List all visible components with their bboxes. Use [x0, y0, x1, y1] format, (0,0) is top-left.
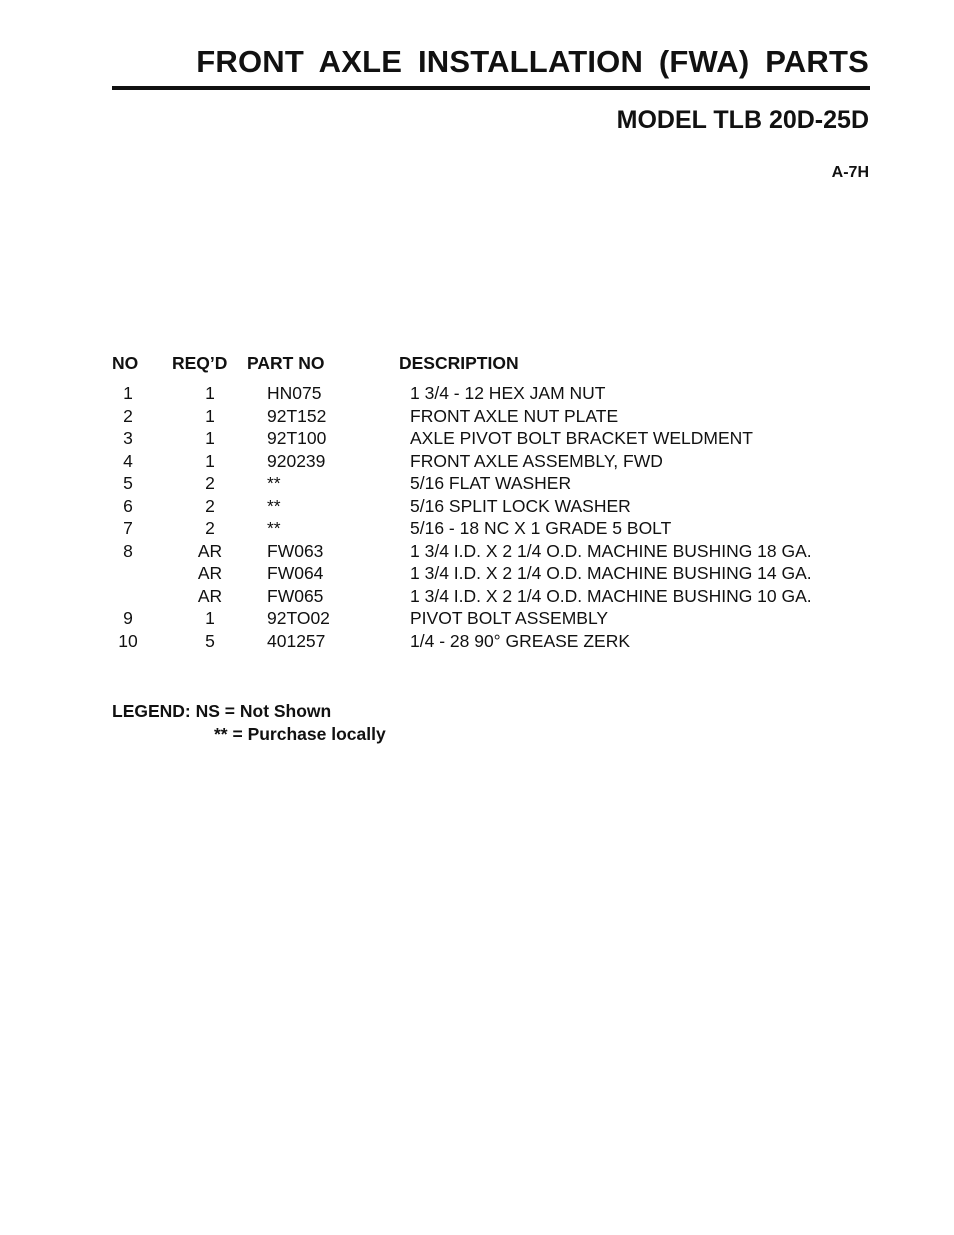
column-header-reqd: REQ’D: [172, 353, 228, 373]
quantity-required: AR: [197, 563, 223, 583]
legend: [112, 700, 386, 746]
table-header-row: [0, 352, 954, 382]
part-number-index: 9: [123, 608, 133, 628]
part-description: 5/16 SPLIT LOCK WASHER: [410, 495, 631, 516]
part-description: AXLE PIVOT BOLT BRACKET WELDMENT: [410, 428, 753, 448]
parts-table: [0, 352, 954, 652]
table-row: [0, 382, 954, 405]
part-number: 92T100: [267, 428, 327, 448]
quantity-required: AR: [197, 585, 223, 606]
part-number: **: [267, 473, 281, 493]
part-number: 920239: [267, 450, 326, 471]
table-row: [0, 562, 954, 585]
part-number: FW065: [267, 585, 324, 606]
quantity-required: 1: [205, 608, 215, 628]
part-description: 1 3/4 I.D. X 2 1/4 O.D. MACHINE BUSHING 18 GA.: [410, 540, 812, 561]
table-row: [0, 450, 954, 473]
column-header-no: NO: [112, 353, 139, 373]
table-row: [0, 427, 954, 450]
part-description: 1/4 - 28 90° GREASE ZERK: [410, 630, 631, 651]
part-number-index: 8: [123, 540, 133, 561]
part-number-index: 1: [123, 383, 133, 403]
table-row: [0, 472, 954, 495]
quantity-required: 1: [205, 383, 215, 403]
part-number-index: 10: [118, 630, 138, 651]
table-row: [0, 517, 954, 540]
quantity-required: 2: [205, 518, 215, 538]
table-row: [0, 495, 954, 518]
part-number-index: 3: [123, 428, 133, 448]
column-header-description: DESCRIPTION: [399, 353, 519, 373]
part-description: 5/16 - 18 NC X 1 GRADE 5 BOLT: [410, 518, 672, 538]
table-body: [0, 382, 954, 652]
part-number: HN075: [267, 383, 322, 403]
part-description: PIVOT BOLT ASSEMBLY: [410, 608, 609, 628]
part-number: **: [267, 518, 281, 538]
part-number-index: 2: [123, 405, 133, 426]
part-number-index: 7: [123, 518, 133, 538]
quantity-required: 1: [205, 428, 215, 448]
part-number-index: 5: [123, 473, 133, 493]
title-underline: [112, 86, 870, 90]
page-code: A-7H: [831, 164, 869, 181]
part-description: 1 3/4 I.D. X 2 1/4 O.D. MACHINE BUSHING 10 GA.: [410, 585, 812, 606]
model-subtitle: MODEL TLB 20D-25D: [616, 106, 869, 134]
quantity-required: 2: [205, 495, 215, 516]
table-row: [0, 540, 954, 563]
part-description: FRONT AXLE ASSEMBLY, FWD: [410, 450, 663, 471]
quantity-required: 1: [205, 450, 215, 471]
legend-not-shown: LEGEND: NS = Not Shown: [112, 701, 332, 721]
quantity-required: 5: [205, 630, 215, 651]
part-description: FRONT AXLE NUT PLATE: [410, 405, 619, 426]
part-number-index: 6: [123, 495, 133, 516]
table-row: [0, 607, 954, 630]
table-row: [0, 585, 954, 608]
quantity-required: 2: [205, 473, 215, 493]
page-title: FRONT AXLE INSTALLATION (FWA) PARTS: [196, 44, 869, 79]
part-number: 401257: [267, 630, 326, 651]
quantity-required: AR: [197, 540, 223, 561]
part-number: **: [267, 495, 281, 516]
table-row: [0, 630, 954, 653]
part-number: 92T152: [267, 405, 327, 426]
part-number: 92TO02: [267, 608, 330, 628]
legend-purchase-locally: ** = Purchase locally: [214, 724, 386, 744]
quantity-required: 1: [205, 405, 215, 426]
part-description: 1 3/4 - 12 HEX JAM NUT: [410, 383, 606, 403]
part-description: 5/16 FLAT WASHER: [410, 473, 572, 493]
column-header-part-no: PART NO: [247, 353, 325, 373]
part-description: 1 3/4 I.D. X 2 1/4 O.D. MACHINE BUSHING 14 GA.: [410, 563, 812, 583]
part-number-index: 4: [123, 450, 133, 471]
part-number: FW064: [267, 563, 324, 583]
table-row: [0, 405, 954, 428]
part-number: FW063: [267, 540, 324, 561]
